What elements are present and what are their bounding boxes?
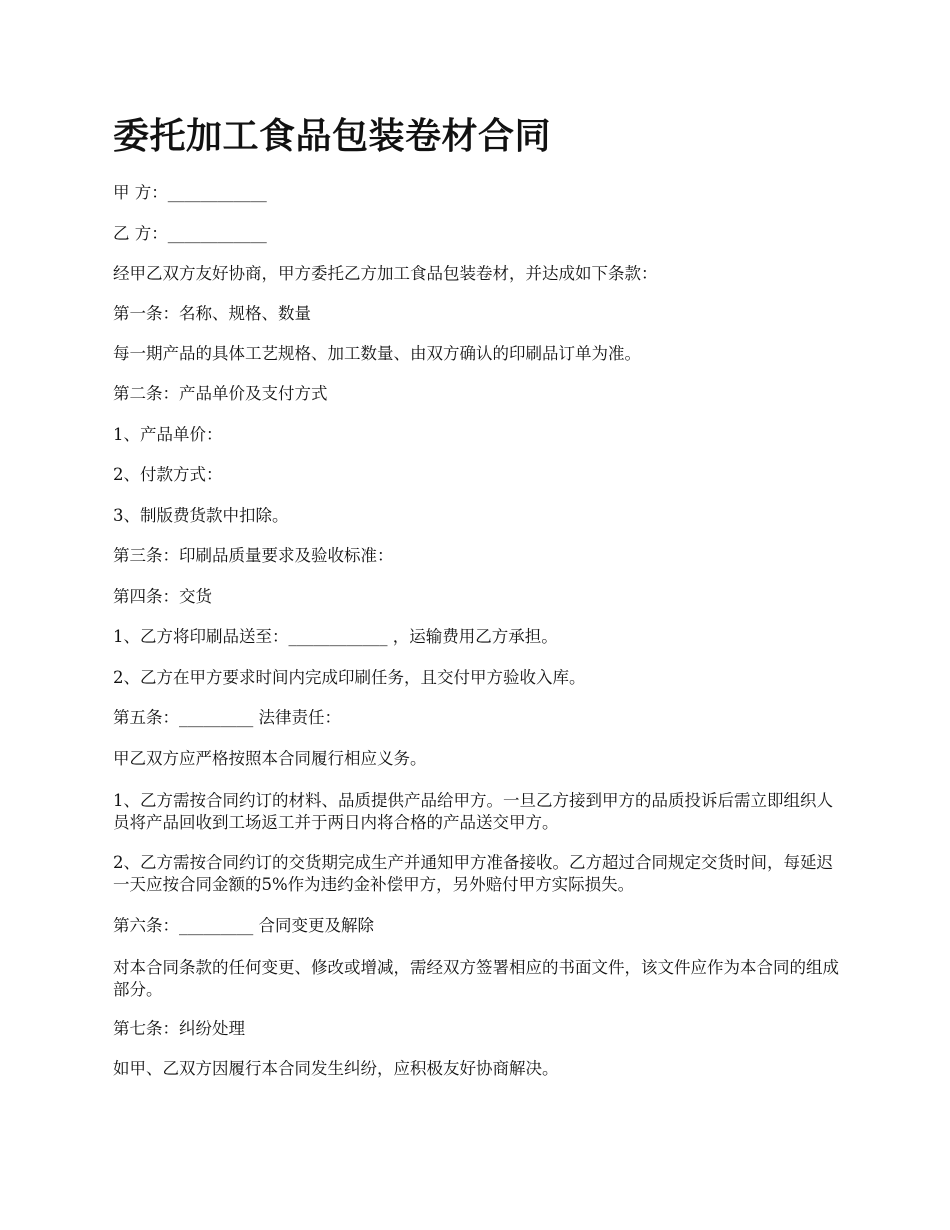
article-2-item-1: 1、产品单价： xyxy=(113,425,223,444)
article-1-heading: 第一条：名称、规格、数量 xyxy=(113,304,311,323)
article-4-heading: 第四条：交货 xyxy=(113,587,212,606)
party-b-line: 乙 方：____________ xyxy=(113,224,267,243)
article-7-text: 如甲、乙双方因履行本合同发生纠纷，应积极友好协商解决。 xyxy=(113,1059,559,1078)
article-6-text: 对本合同条款的任何变更、修改或增减，需经双方签署相应的书面文件，该文件应作为本合同的组成部分。 xyxy=(113,958,839,999)
article-3-heading: 第三条：印刷品质量要求及验收标准： xyxy=(113,546,394,565)
article-6-heading: 第六条：_________ 合同变更及解除 xyxy=(113,916,374,935)
preamble: 经甲乙双方友好协商，甲方委托乙方加工食品包装卷材，并达成如下条款： xyxy=(113,264,658,283)
article-2-item-2: 2、付款方式： xyxy=(113,465,223,484)
article-5-item-1: 1、乙方需按合同约订的材料、品质提供产品给甲方。一旦乙方接到甲方的品质投诉后需立即组织人员将产品回收到工场返工并于两日内将合格的产品送交甲方。 xyxy=(113,791,833,832)
article-1-text: 每一期产品的具体工艺规格、加工数量、由双方确认的印刷品订单为准。 xyxy=(113,344,641,363)
article-2-item-3: 3、制版费货款中扣除。 xyxy=(113,506,289,525)
article-5-heading: 第五条：_________ 法律责任： xyxy=(113,708,341,727)
article-4-item-2: 2、乙方在甲方要求时间内完成印刷任务，且交付甲方验收入库。 xyxy=(113,668,586,687)
article-5-text: 甲乙双方应严格按照本合同履行相应义务。 xyxy=(113,749,427,768)
article-7-heading: 第七条：纠纷处理 xyxy=(113,1019,245,1038)
document-title: 委托加工食品包装卷材合同 xyxy=(113,115,552,157)
article-2-heading: 第二条：产品单价及支付方式 xyxy=(113,384,328,403)
article-5-item-2: 2、乙方需按合同约订的交货期完成生产并通知甲方准备接收。乙方超过合同规定交货时间，每延迟一天应按合同金额的5%作为违约金补偿甲方，另外赔付甲方实际损失。 xyxy=(113,853,833,894)
party-a-line: 甲 方：____________ xyxy=(113,183,267,202)
article-4-item-1: 1、乙方将印刷品送至：____________ ，运输费用乙方承担。 xyxy=(113,627,558,646)
